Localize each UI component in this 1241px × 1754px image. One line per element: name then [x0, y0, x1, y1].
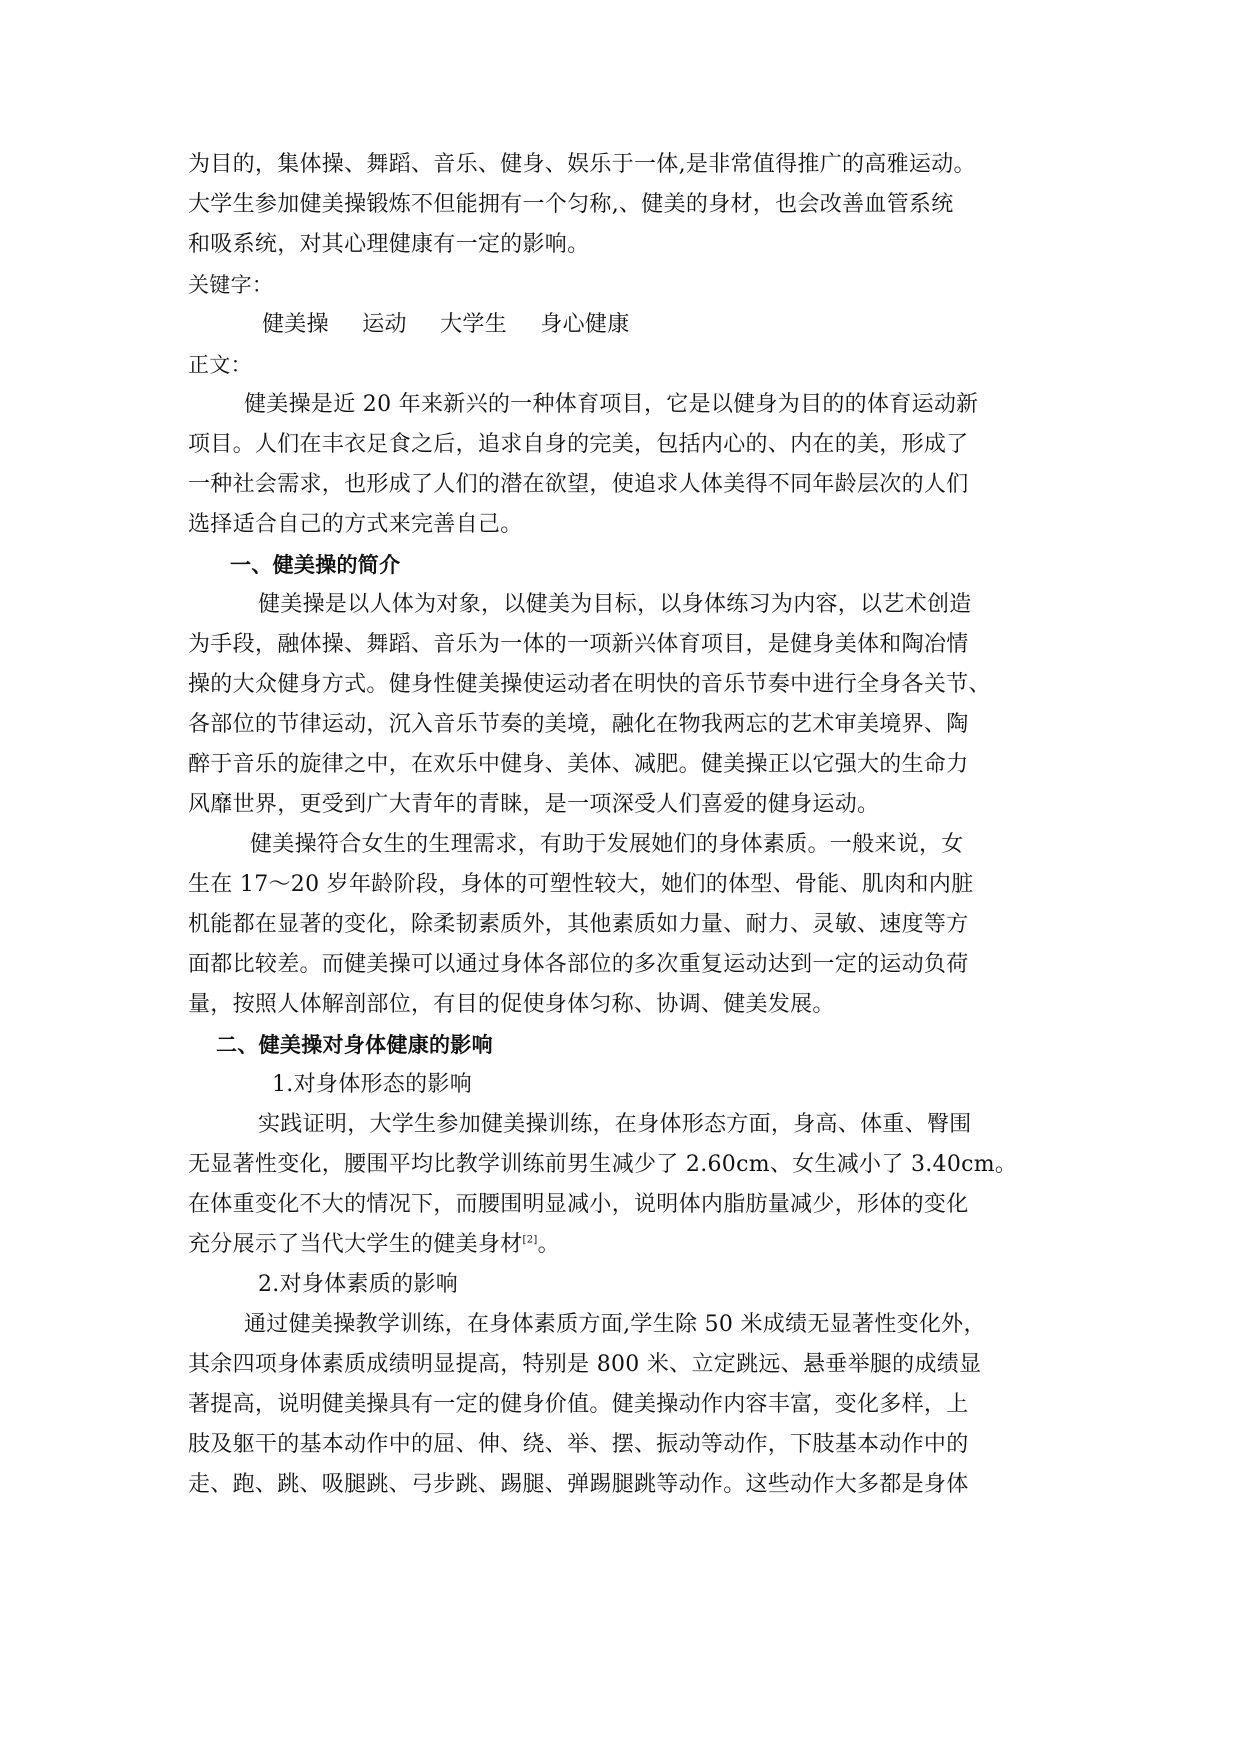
para4-last-text: 充分展示了当代大学生的健美身材: [188, 1232, 523, 1257]
subheading-1: 1.对身体形态的影响: [272, 1072, 472, 1097]
document-body: [188, 145, 1068, 1505]
para2-line-5: 醉于音乐的旋律之中，在欢乐中健身、美体、减肥。健美操正以它强大的生命力: [188, 752, 969, 777]
keywords-row: [188, 305, 1068, 345]
subheading-2: 2.对身体素质的影响: [258, 1272, 458, 1297]
para1-line-3: 一种社会需求，也形成了人们的潜在欲望，使追求人体美得不同年龄层次的人们: [188, 472, 969, 497]
para3-line-2: 生在 17～20 岁年龄阶段，身体的可塑性较大，她们的体型、骨能、肌肉和内脏: [188, 872, 974, 897]
para1-line-1: 健美操是近 20 年来新兴的一种体育项目，它是以健身为目的的体育运动新: [244, 392, 979, 417]
keywords-label: 关键字：: [188, 273, 274, 297]
citation-ref: [2]: [522, 1234, 538, 1246]
para2-line-3: 操的大众健身方式。健身性健美操使运动者在明快的音乐节奏中进行全身各关节、: [188, 672, 991, 697]
para2-line-1: 健美操是以人体为对象，以健美为目标，以身体练习为内容，以艺术创造: [258, 592, 972, 617]
para1-line-4: 选择适合自己的方式来完善自己。: [188, 512, 523, 537]
keyword-item: 运动: [362, 312, 407, 337]
section-heading-1: 一、健美操的简介: [230, 553, 401, 577]
section-heading-2: 二、健美操对身体健康的影响: [216, 1033, 493, 1057]
para5-line-5: 走、跑、跳、吸腿跳、弓步跳、踢腿、弹踢腿跳等动作。这些动作大多都是身体: [188, 1472, 969, 1497]
para4-end-punct: 。: [537, 1232, 560, 1257]
intro-line-1: 为目的，集体操、舞蹈、音乐、健身、娱乐于一体,是非常值得推广的高雅运动。: [188, 152, 976, 177]
para2-line-4: 各部位的节律运动，沉入音乐节奏的美境，融化在物我两忘的艺术审美境界、陶: [188, 712, 969, 737]
intro-line-2: 大学生参加健美操锻炼不但能拥有一个匀称,、健美的身材，也会改善血管系统: [188, 192, 954, 217]
para4-line-4: [188, 1225, 1068, 1265]
para2-line-2: 为手段，融体操、舞蹈、音乐为一体的一项新兴体育项目，是健身美体和陶冶情: [188, 632, 969, 657]
intro-line-3: 和吸系统，对其心理健康有一定的影响。: [188, 232, 590, 257]
para4-line-3: 在体重变化不大的情况下，而腰围明显减小，说明体内脂肪量减少，形体的变化: [188, 1192, 969, 1217]
body-label: 正文：: [188, 353, 252, 377]
para5-line-2: 其余四项身体素质成绩明显提高，特别是 800 米、立定跳远、悬垂举腿的成绩显: [188, 1352, 982, 1377]
para3-line-5: 量，按照人体解剖部位，有目的促使身体匀称、协调、健美发展。: [188, 992, 835, 1017]
keyword-item: 大学生: [440, 312, 508, 337]
para2-line-6: 风靡世界，更受到广大青年的青睐，是一项深受人们喜爱的健身运动。: [188, 792, 880, 817]
para5-line-4: 肢及躯干的基本动作中的屈、伸、绕、举、摆、振动等动作，下肢基本动作中的: [188, 1432, 969, 1457]
para4-line-1: 实践证明，大学生参加健美操训练，在身体形态方面，身高、体重、臀围: [258, 1112, 972, 1137]
para3-line-1: 健美操符合女生的生理需求，有助于发展她们的身体素质。一般来说，女: [250, 832, 964, 857]
para5-line-3: 著提高，说明健美操具有一定的健身价值。健美操动作内容丰富，变化多样，上: [188, 1392, 969, 1417]
para1-line-2: 项目。人们在丰衣足食之后，追求自身的完美，包括内心的、内在的美，形成了: [188, 432, 969, 457]
para3-line-3: 机能都在显著的变化，除柔韧素质外，其他素质如力量、耐力、灵敏、速度等方: [188, 912, 969, 937]
para4-line-2: 无显著性变化，腰围平均比教学训练前男生减少了 2.60cm、女生减小了 3.40cm。: [188, 1152, 1018, 1177]
keyword-item: 身心健康: [540, 312, 630, 337]
keyword-item: 健美操: [262, 312, 329, 337]
para3-line-4: 面都比较差。而健美操可以通过身体各部位的多次重复运动达到一定的运动负荷: [188, 952, 969, 977]
para5-line-1: 通过健美操教学训练，在身体素质方面,学生除 50 米成绩无显著性变化外，: [244, 1312, 986, 1337]
